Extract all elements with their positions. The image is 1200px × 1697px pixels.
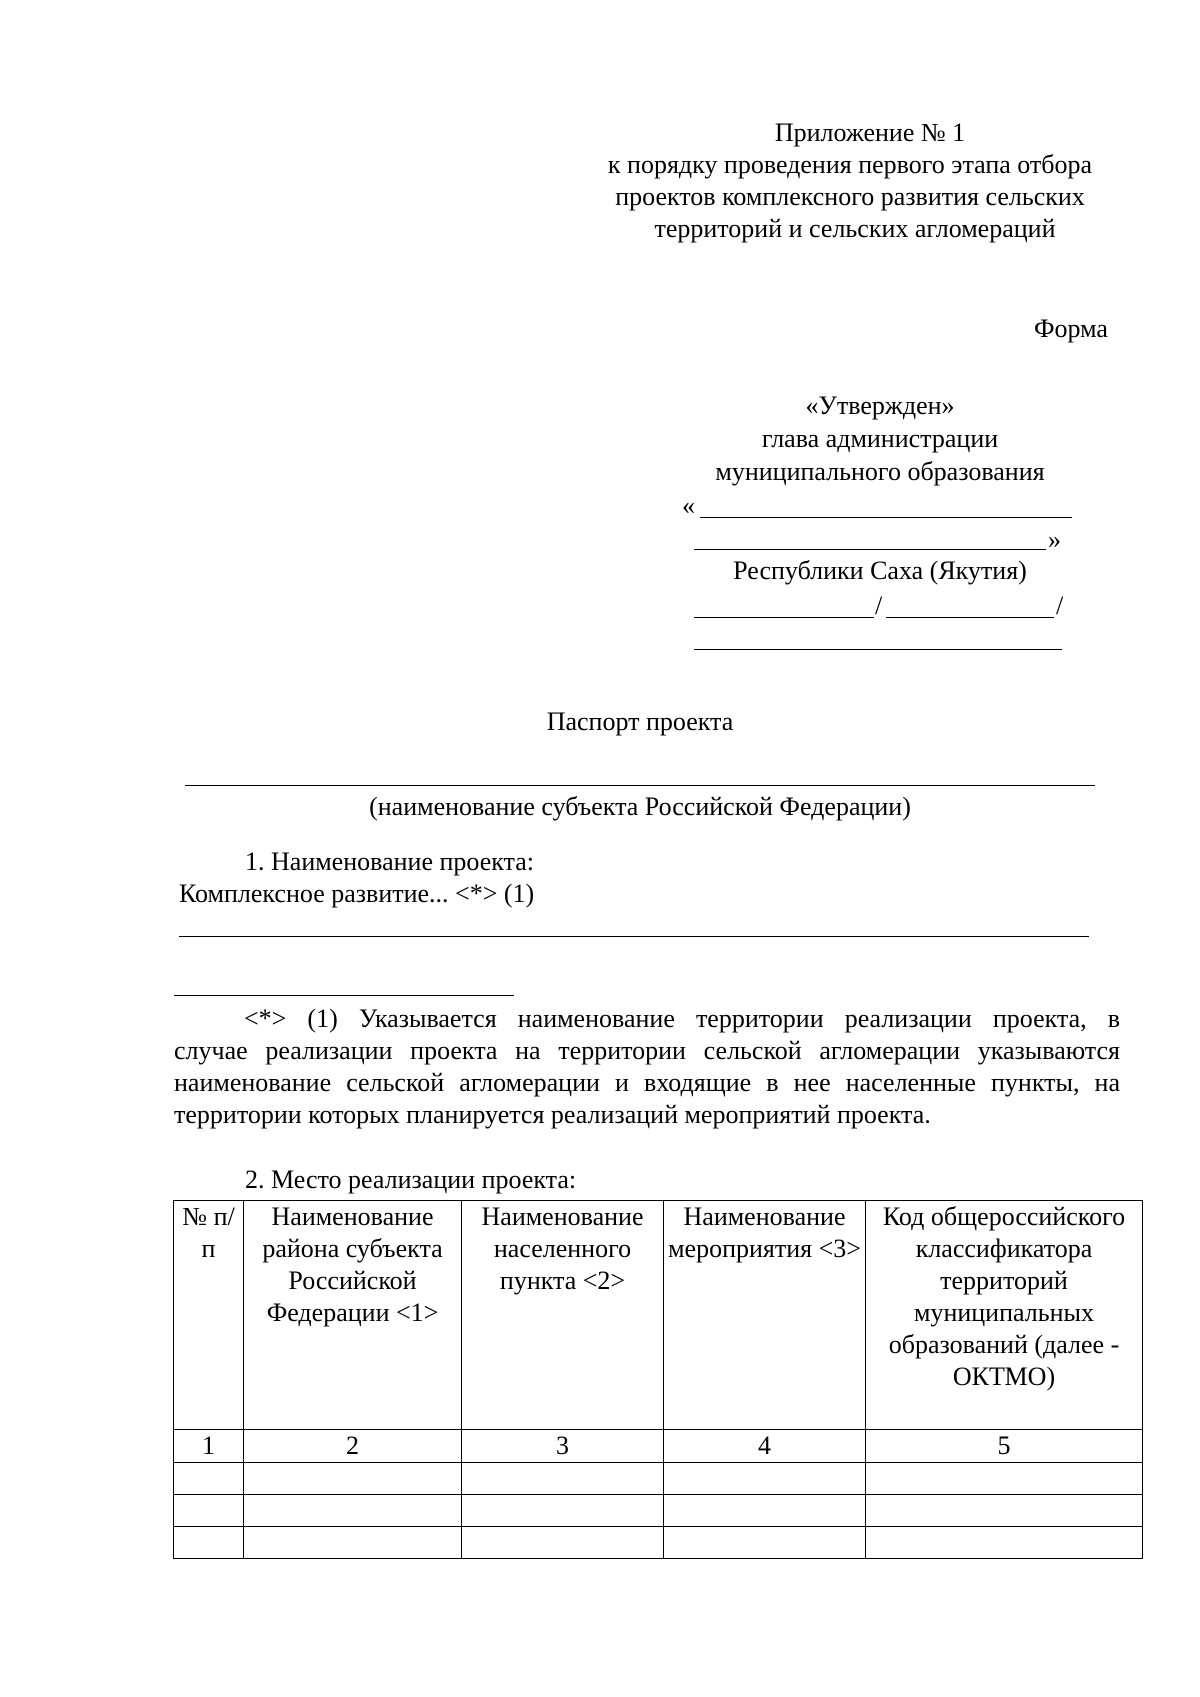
table-cell: [244, 1463, 462, 1495]
slash: /: [875, 591, 883, 620]
project-name: Комплексное развитие... <*> (1): [179, 879, 535, 908]
location-table: [173, 1200, 1143, 1559]
column-header: Наименование населенного пункта <2>: [462, 1201, 664, 1430]
page-title: Паспорт проекта: [546, 707, 734, 736]
column-header: Наименование мероприятия <3>: [664, 1201, 866, 1430]
section1-heading: 1. Наименование проекта:: [245, 847, 534, 876]
appendix-line: проектов комплексного развития сельских: [615, 182, 1085, 211]
table-cell: [174, 1527, 244, 1559]
table-cell: [244, 1527, 462, 1559]
column-header: Код общероссийского классификатора территорий муниципальных образований (далее - ОКТМО): [866, 1201, 1143, 1430]
quote-close: »: [1048, 525, 1061, 554]
table-cell: [664, 1463, 866, 1495]
table-cell: [462, 1495, 664, 1527]
slash: /: [1056, 591, 1064, 620]
column-number: 5: [866, 1430, 1143, 1463]
table-cell: [664, 1495, 866, 1527]
column-number: 4: [664, 1430, 866, 1463]
table-cell: [244, 1495, 462, 1527]
table-row: [174, 1463, 1143, 1495]
table-cell: [462, 1527, 664, 1559]
subject-caption: (наименование субъекта Российской Федерации): [369, 792, 911, 821]
table-cell: [866, 1495, 1143, 1527]
quote-open: «: [682, 491, 695, 520]
approval-region: Республики Саха (Якутия): [733, 556, 1027, 585]
table-cell: [866, 1527, 1143, 1559]
column-header: Наименование района субъекта Российской Федерации <1>: [244, 1201, 462, 1430]
project-name-line: [179, 936, 1089, 937]
footnote-separator: [174, 995, 514, 996]
subject-line: [185, 785, 1095, 786]
signature-line: [700, 517, 1072, 518]
table-cell: [462, 1463, 664, 1495]
approval-position: глава администрации: [761, 424, 999, 453]
table-cell: [174, 1495, 244, 1527]
column-number: 2: [244, 1430, 462, 1463]
appendix-line: территорий и сельских агломераций: [654, 214, 1056, 243]
footnote-line: случае реализации проекта на территории сельской агломерации указываются: [174, 1036, 1120, 1065]
table-cell: [866, 1463, 1143, 1495]
appendix-header: [560, 117, 1140, 245]
column-number: 1: [174, 1430, 244, 1463]
signature-line: [886, 617, 1054, 618]
table-row: [174, 1495, 1143, 1527]
table-cell: [174, 1463, 244, 1495]
signature-line: [694, 549, 1046, 550]
section2-heading: 2. Место реализации проекта:: [245, 1165, 577, 1194]
table-row: [174, 1430, 1143, 1463]
table-header-row: [174, 1201, 1143, 1430]
signature-line: [694, 617, 874, 618]
column-number: 3: [462, 1430, 664, 1463]
approval-title: «Утвержден»: [805, 391, 955, 420]
footnote-line: наименование сельской агломерации и входящие в нее населенные пункты, на: [174, 1068, 1120, 1097]
appendix-title: Приложение № 1: [774, 118, 966, 147]
column-header: № п/п: [174, 1201, 244, 1430]
table-cell: [664, 1527, 866, 1559]
footnote-line: территории которых планируется реализаций мероприятий проекта.: [174, 1100, 931, 1129]
footnote: [174, 1003, 1120, 1131]
signature-line: [694, 649, 1062, 650]
footnote-line: <*> (1) Указывается наименование территории реализации проекта, в: [244, 1004, 1120, 1033]
table-row: [174, 1527, 1143, 1559]
approval-org: муниципального образования: [715, 457, 1045, 486]
appendix-line: к порядку проведения первого этапа отбора: [607, 150, 1093, 179]
form-label: Форма: [1034, 314, 1108, 343]
